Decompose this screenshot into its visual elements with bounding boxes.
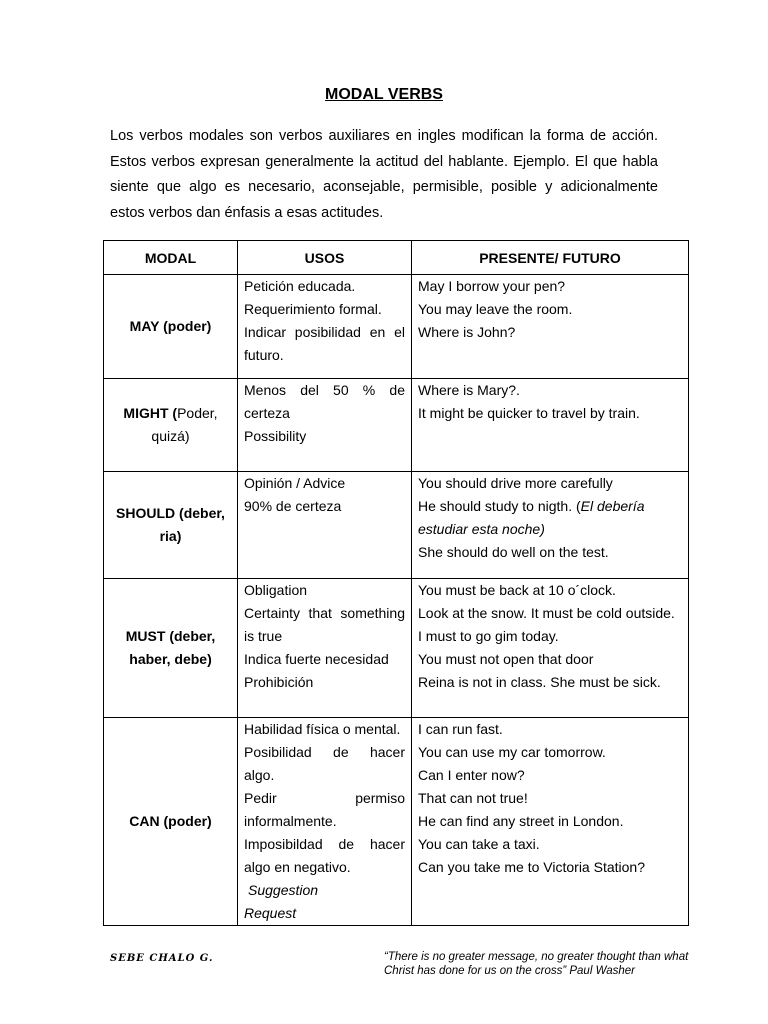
- example-item: You can take a taxi.: [418, 836, 540, 852]
- modal-meaning: (poder): [163, 813, 212, 829]
- uso-item: algo.: [244, 767, 275, 783]
- table-row-should: [104, 472, 689, 579]
- table-header-row: [104, 241, 689, 275]
- example-item: Where is Mary?.: [418, 382, 520, 398]
- uso-item: 90% de certeza: [244, 498, 342, 514]
- uso-item: Obligation: [244, 582, 308, 598]
- uso-item: Request: [244, 905, 297, 921]
- uso-item: algo en negativo.: [244, 859, 351, 875]
- header-modal: MODAL: [104, 241, 238, 275]
- usos-cell: [238, 275, 412, 379]
- usos-cell: [238, 579, 412, 718]
- examples-cell: [412, 579, 689, 718]
- modal-name: SHOULD (deber, ria): [116, 505, 225, 544]
- table-row-must: [104, 579, 689, 718]
- examples-cell: [412, 379, 689, 472]
- intro-text: Los verbos modales son verbos auxiliares en ingles modifican la forma de acción. Estos verbos expresan generalmente la actitud del hablante. Ejemplo. El que habla siente que algo es necesario, aconsejable, permisible, posible y adicionalmente estos verbos dan énfasis a esas actitudes.: [110, 128, 658, 221]
- example-item: It might be quicker to travel by train.: [418, 405, 640, 421]
- table-row-might: [104, 379, 689, 472]
- uso-item: Opinión / Advice: [244, 475, 346, 491]
- examples-cell: [412, 472, 689, 579]
- modal-cell: [104, 275, 238, 379]
- usos-cell: [238, 718, 412, 926]
- uso-item: Possibility: [244, 428, 307, 444]
- examples-cell: [412, 275, 689, 379]
- example-item: You must be back at 10 o´clock.: [418, 582, 616, 598]
- uso-item: Petición educada.: [244, 278, 356, 294]
- uso-item: informalmente.: [244, 813, 337, 829]
- modal-meaning: (poder): [163, 318, 212, 334]
- intro-paragraph: [110, 124, 658, 226]
- page-title: MODAL VERBS: [325, 86, 443, 103]
- example-item: That can not true!: [418, 790, 528, 806]
- example-text: He should study to nigth. (: [418, 498, 581, 514]
- uso-item: Suggestion: [248, 882, 319, 898]
- modal-cell: [104, 718, 238, 926]
- uso-item: Habilidad física o mental.: [244, 721, 401, 737]
- example-item: I must to go gim today.: [418, 628, 559, 644]
- modal-name: CAN: [129, 813, 160, 829]
- uso-item: Posibilidad de hacer: [244, 744, 405, 760]
- footer-author: SEBE CHALO G.: [110, 953, 214, 964]
- table-row-can: [104, 718, 689, 926]
- example-item: I can run fast.: [418, 721, 503, 737]
- example-item: You may leave the room.: [418, 301, 573, 317]
- uso-item: Imposibildad de hacer: [244, 836, 405, 852]
- example-item-with-translation: [418, 495, 682, 518]
- modal-cell: [104, 472, 238, 579]
- example-item: May I borrow your pen?: [418, 278, 566, 294]
- uso-item: Prohibición: [244, 674, 314, 690]
- example-item: Look at the snow. It must be cold outside.: [418, 605, 675, 621]
- uso-item: futuro.: [244, 347, 284, 363]
- modal-meaning: Poder, quizá): [151, 405, 218, 444]
- uso-item: Indica fuerte necesidad: [244, 651, 389, 667]
- examples-cell: [412, 718, 689, 926]
- header-presente-futuro: PRESENTE/ FUTURO: [412, 241, 689, 275]
- uso-item: Indicar posibilidad en el: [244, 324, 405, 340]
- uso-item: Certainty that something: [244, 605, 405, 621]
- table-row-may: [104, 275, 689, 379]
- example-translation-cont: estudiar esta noche): [418, 521, 545, 537]
- example-item: She should do well on the test.: [418, 544, 609, 560]
- uso-item: Menos del 50 % de: [244, 382, 405, 398]
- footer-quote: “There is no greater message, no greater thought than what Christ has done for us on the cross” Paul Washer: [384, 951, 689, 977]
- header-usos: USOS: [238, 241, 412, 275]
- modal-cell: [104, 379, 238, 472]
- example-translation: El debería: [580, 498, 645, 514]
- example-item: Where is John?: [418, 324, 516, 340]
- modal-name: MUST (deber, haber, debe): [125, 628, 216, 667]
- usos-cell: [238, 379, 412, 472]
- modal-cell: [104, 579, 238, 718]
- example-item: Can I enter now?: [418, 767, 525, 783]
- uso-item: certeza: [244, 405, 290, 421]
- example-item: You should drive more carefully: [418, 475, 613, 491]
- example-item: Can you take me to Victoria Station?: [418, 859, 645, 875]
- uso-item: is true: [244, 628, 283, 644]
- modal-name: MAY: [129, 318, 160, 334]
- usos-cell: [238, 472, 412, 579]
- example-item: He can find any street in London.: [418, 813, 624, 829]
- example-item: You must not open that door: [418, 651, 594, 667]
- modal-verbs-table: [103, 240, 689, 926]
- uso-item: Requerimiento formal.: [244, 301, 382, 317]
- example-item: You can use my car tomorrow.: [418, 744, 606, 760]
- modal-name: MIGHT (: [123, 405, 178, 421]
- uso-item: Pedir permiso: [244, 790, 405, 806]
- example-item: Reina is not in class. She must be sick.: [418, 674, 661, 690]
